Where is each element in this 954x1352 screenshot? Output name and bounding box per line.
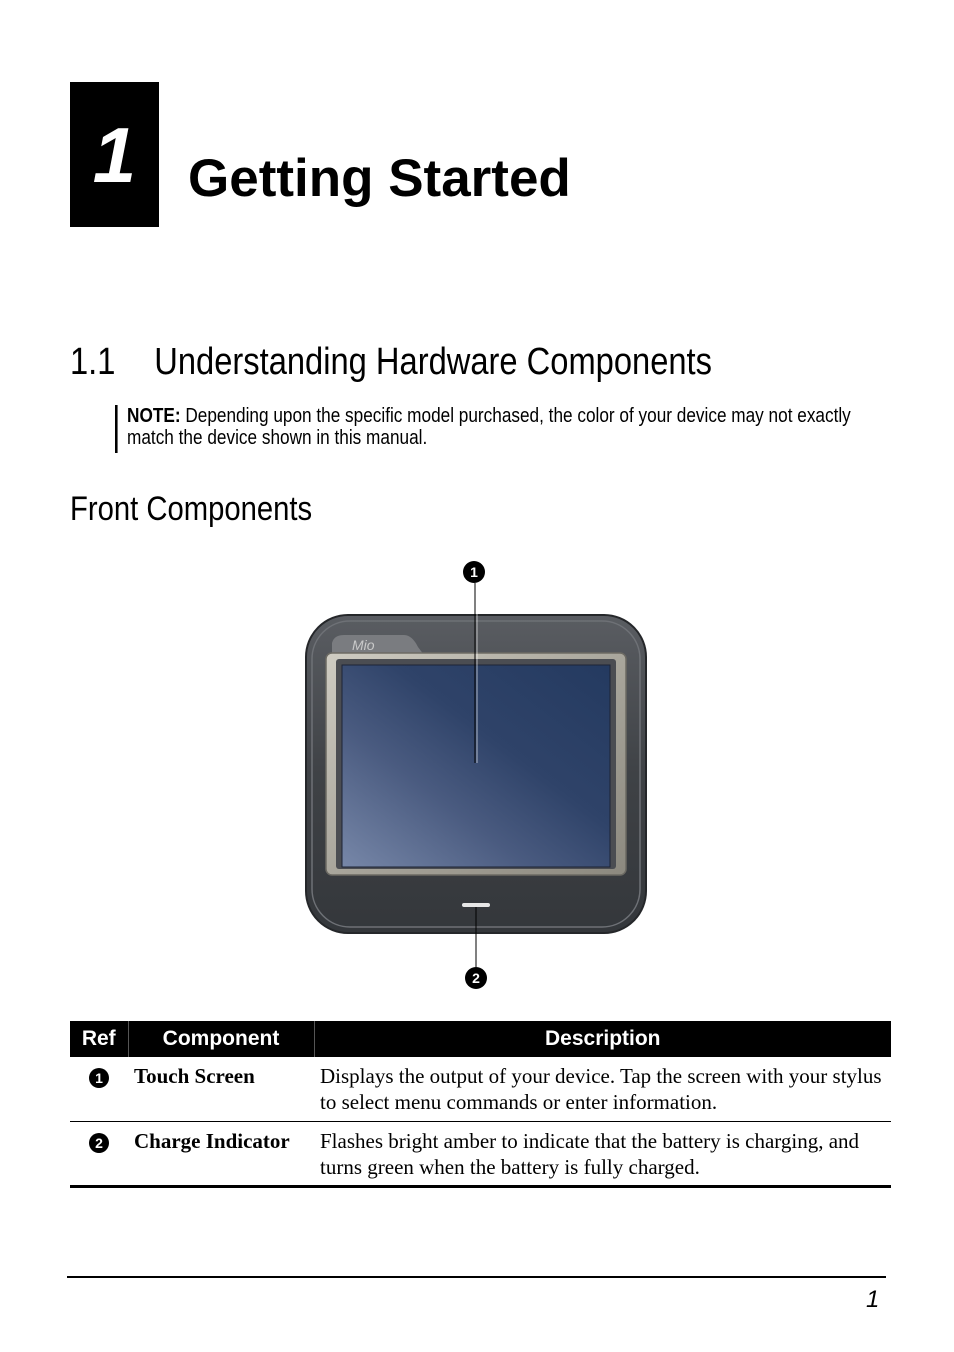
table-row [70, 1121, 891, 1186]
ref-cell [70, 1057, 128, 1121]
header-component: Component [128, 1021, 314, 1057]
page-number: 1 [866, 1286, 880, 1313]
touch-screen [342, 665, 610, 867]
ref-badge: 2 [89, 1133, 109, 1153]
ref-cell [70, 1121, 128, 1186]
charge-indicator [462, 903, 490, 907]
subsection-heading: Front Components [70, 490, 313, 528]
chapter-number-box [70, 82, 159, 227]
chapter-number: 1 [92, 110, 137, 199]
note-box [115, 405, 855, 453]
header-ref: Ref [70, 1021, 128, 1057]
section-heading [70, 343, 712, 381]
header-description: Description [314, 1021, 891, 1057]
note-text: Depending upon the specific model purchased, the color of your device may not exactly match the device shown in this manual. [127, 405, 851, 449]
table-row [70, 1057, 891, 1121]
table-header-row [70, 1021, 891, 1057]
section-title: Understanding Hardware Components [154, 341, 712, 383]
brand-logo: Mio [352, 637, 375, 653]
device-front-illustration [300, 555, 660, 995]
footer-rule [67, 1276, 886, 1278]
ref-badge: 1 [89, 1068, 109, 1088]
svg-text:1: 1 [470, 564, 478, 580]
component-cell: Charge Indicator [128, 1121, 314, 1186]
note-label: NOTE: [127, 405, 181, 427]
svg-text:2: 2 [472, 970, 480, 986]
components-table [70, 1021, 891, 1188]
component-cell: Touch Screen [128, 1057, 314, 1121]
section-number: 1.1 [70, 341, 116, 383]
description-cell: Displays the output of your device. Tap the screen with your stylus to select menu commands or enter information. [314, 1057, 891, 1121]
description-cell: Flashes bright amber to indicate that the battery is charging, and turns green when the battery is fully charged. [314, 1121, 891, 1186]
chapter-title: Getting Started [188, 149, 571, 208]
